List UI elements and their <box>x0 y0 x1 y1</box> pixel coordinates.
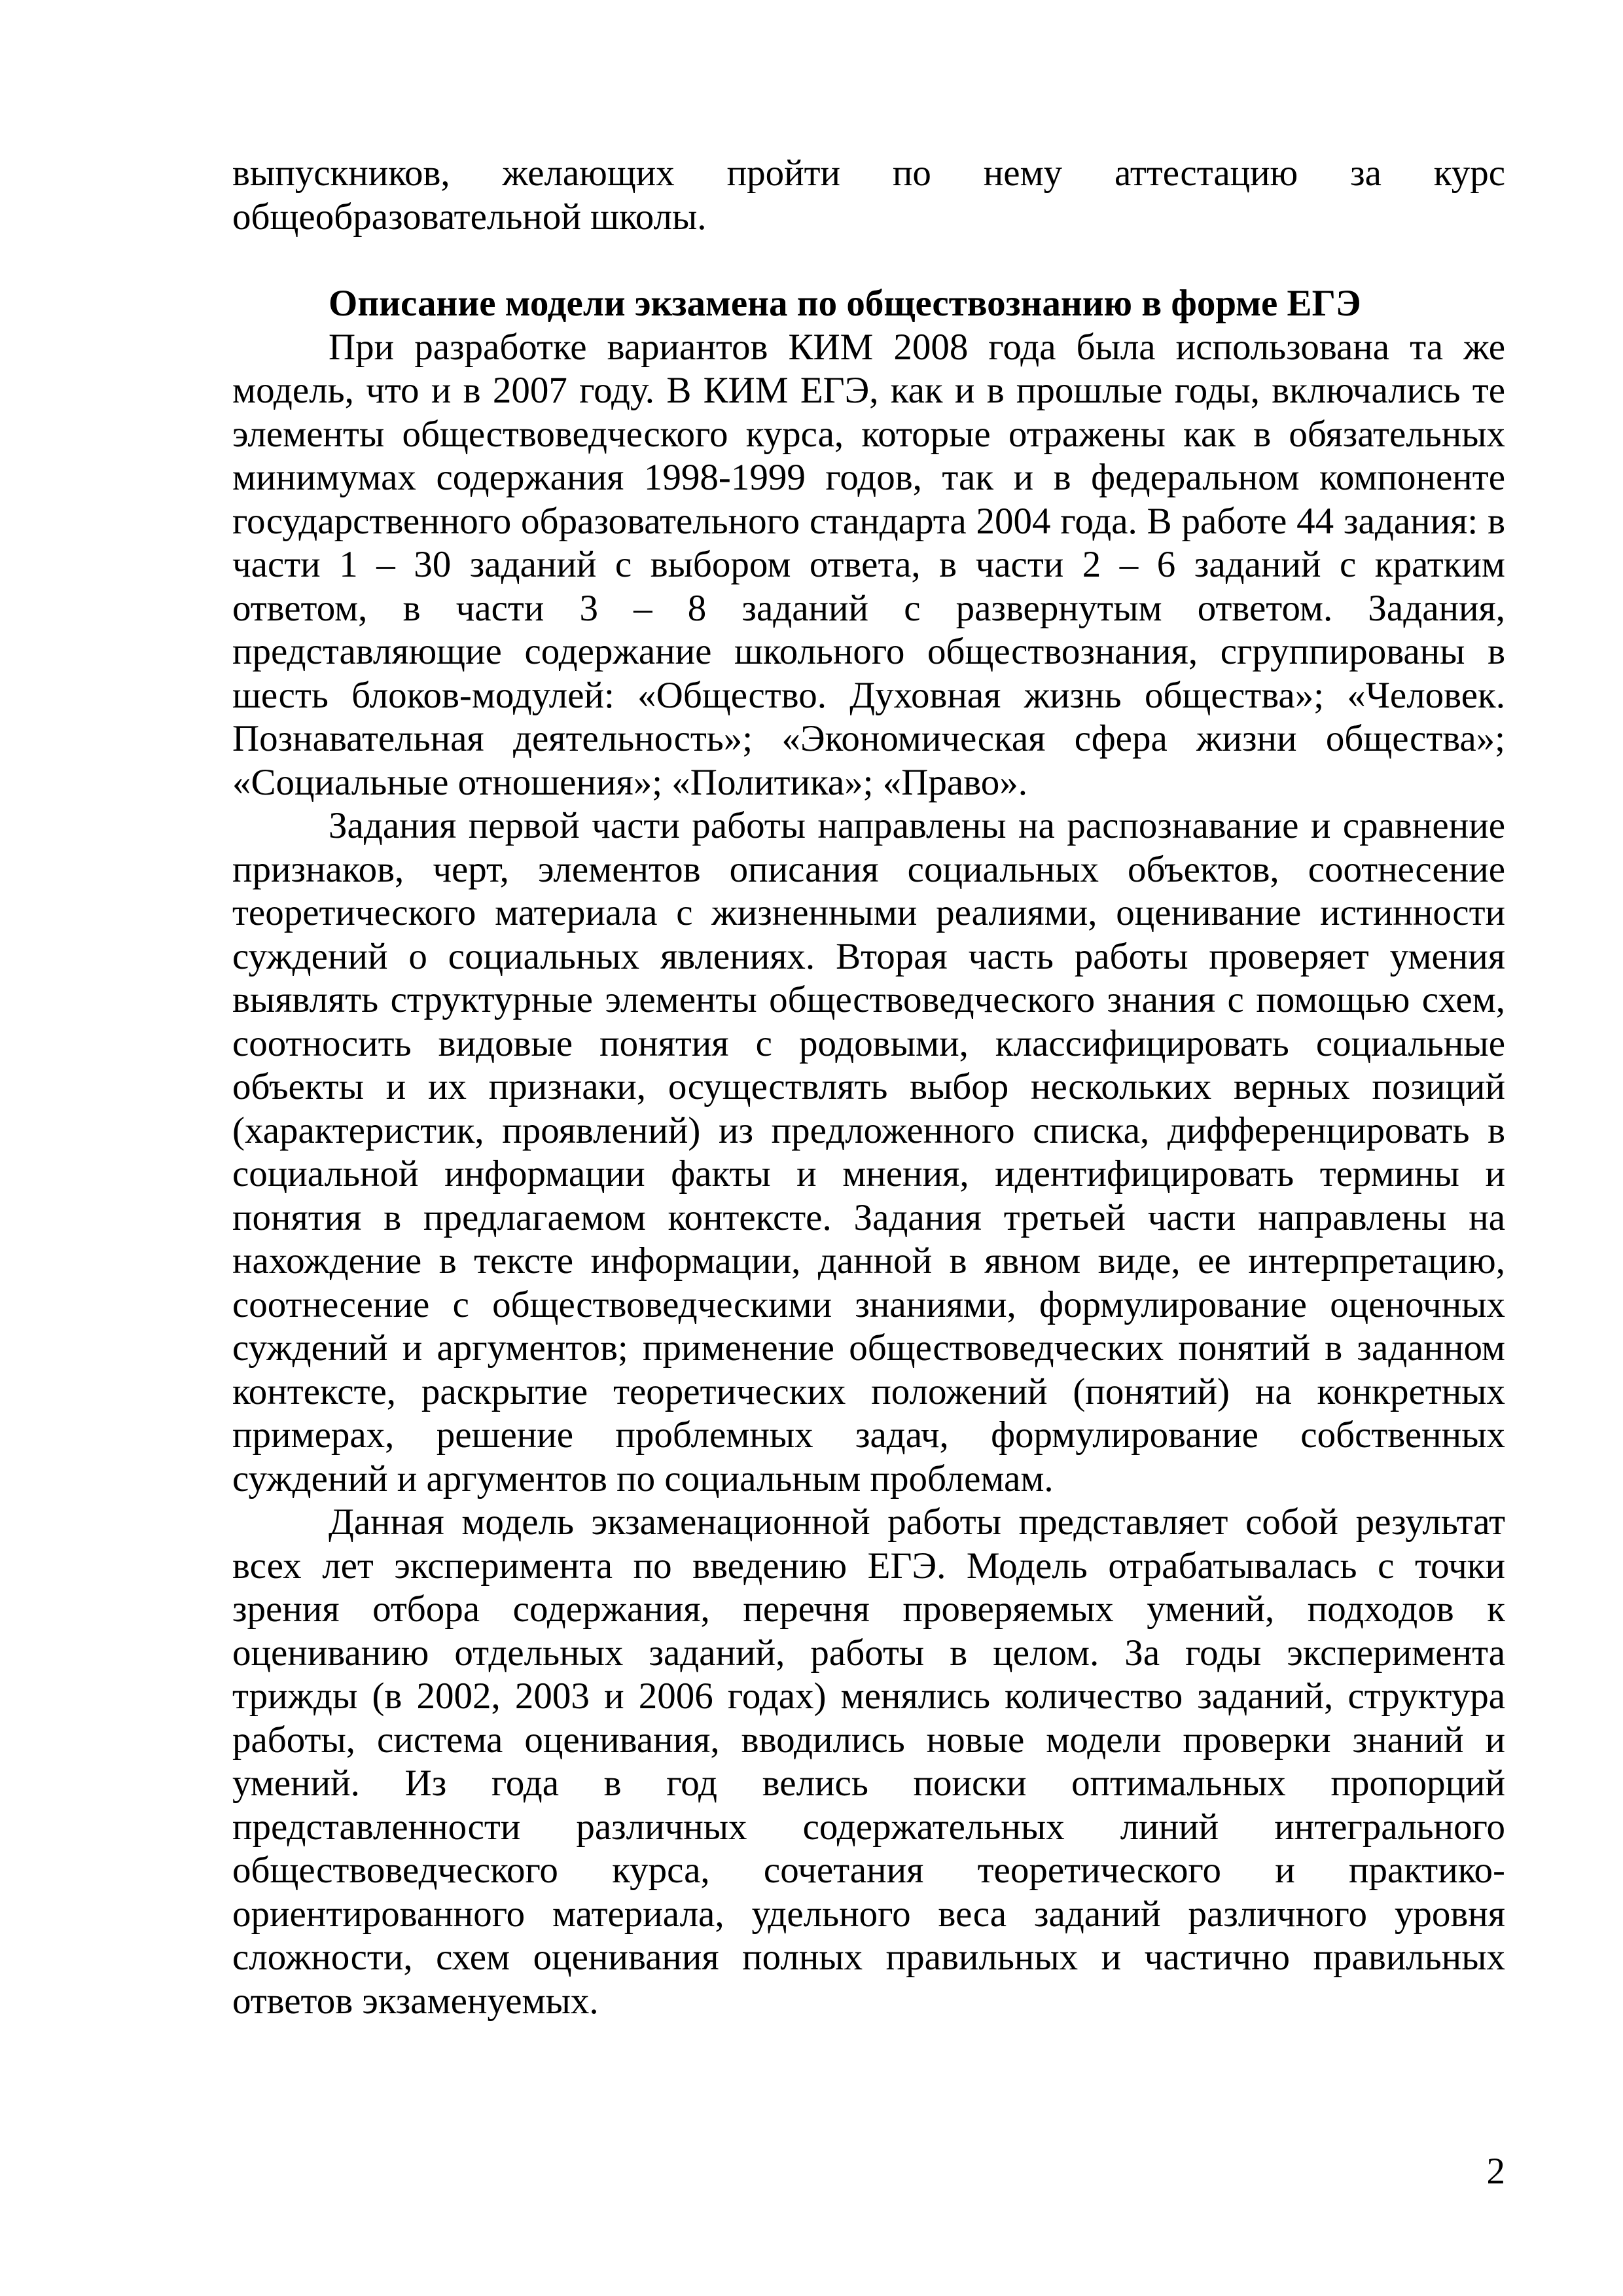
paragraph-task-parts: Задания первой части работы направлены на распознавание и сравнение признаков, черт, элементов описания социальных объектов, соотнесение теоретического материала с жизненными реалиями, оценивание истинности суждений о социальных явлениях. Вторая часть работы проверяет умения выявлять структурные элементы обществоведческого знания с помощью схем, соотносить видовые понятия с родовыми, классифицировать социальные объекты и их признаки, осуществлять выбор нескольких верных позиций (характеристик, проявлений) из предложенного списка, дифференцировать в социальной информации факты и мнения, идентифицировать термины и понятия в предлагаемом контексте. Задания третьей части направлены на нахождение в тексте информации, данной в явном виде, ее интерпретацию, соотнесение с обществоведческими знаниями, формулирование оценочных суждений и аргументов; применение обществоведческих понятий в заданном контексте, раскрытие теоретических положений (понятий) на конкретных примерах, решение проблемных задач, формулирование собственных суждений и аргументов по социальным проблемам. <box>232 805 1505 1499</box>
page-number: 2 <box>1486 2151 1505 2192</box>
document-page <box>232 152 1505 2023</box>
continuation-line-2: общеобразовательной школы. <box>232 196 707 238</box>
paragraph-experiment-results: Данная модель экзаменационной работы представляет собой результат всех лет эксперимента по введению ЕГЭ. Модель отрабатывалась с точки зрения отбора содержания, перечня проверяемых умений, подходов к оцениванию отдельных заданий, работы в целом. За годы эксперимента трижды (в 2002, 2003 и 2006 годах) менялись количество заданий, структура работы, система оценивания, вводились новые модели проверки знаний и умений. Из года в год велись поиски оптимальных пропорций представленности различных содержательных линий интегрального обществоведческого курса, сочетания теоретического и практико-ориентированного материала, удельного веса заданий различного уровня сложности, схем оценивания полных правильных и частично правильных ответов экзаменуемых. <box>232 1501 1505 2022</box>
section-heading: Описание модели экзамена по обществознанию в форме ЕГЭ <box>329 283 1361 324</box>
paragraph-model-description: При разработке вариантов КИМ 2008 года была использована та же модель, что и в 2007 году. В КИМ ЕГЭ, как и в прошлые годы, включались те элементы обществоведческого курса, которые отражены как в обязательных минимумах содержания 1998-1999 годов, так и в федеральном компоненте государственного образовательного стандарта 2004 года. В работе 44 задания: в части 1 – 30 заданий с выбором ответа, в части 2 – 6 заданий с кратким ответом, в части 3 – 8 заданий с развернутым ответом. Задания, представляющие содержание школьного обществознания, сгруппированы в шесть блоков-модулей: «Общество. Духовная жизнь общества»; «Человек. Познавательная деятельность»; «Экономическая сфера жизни общества»; «Социальные отношения»; «Политика»; «Право». <box>232 326 1505 803</box>
continuation-line-1: выпускников, желающих пройти по нему аттестацию за курс <box>232 152 1505 194</box>
